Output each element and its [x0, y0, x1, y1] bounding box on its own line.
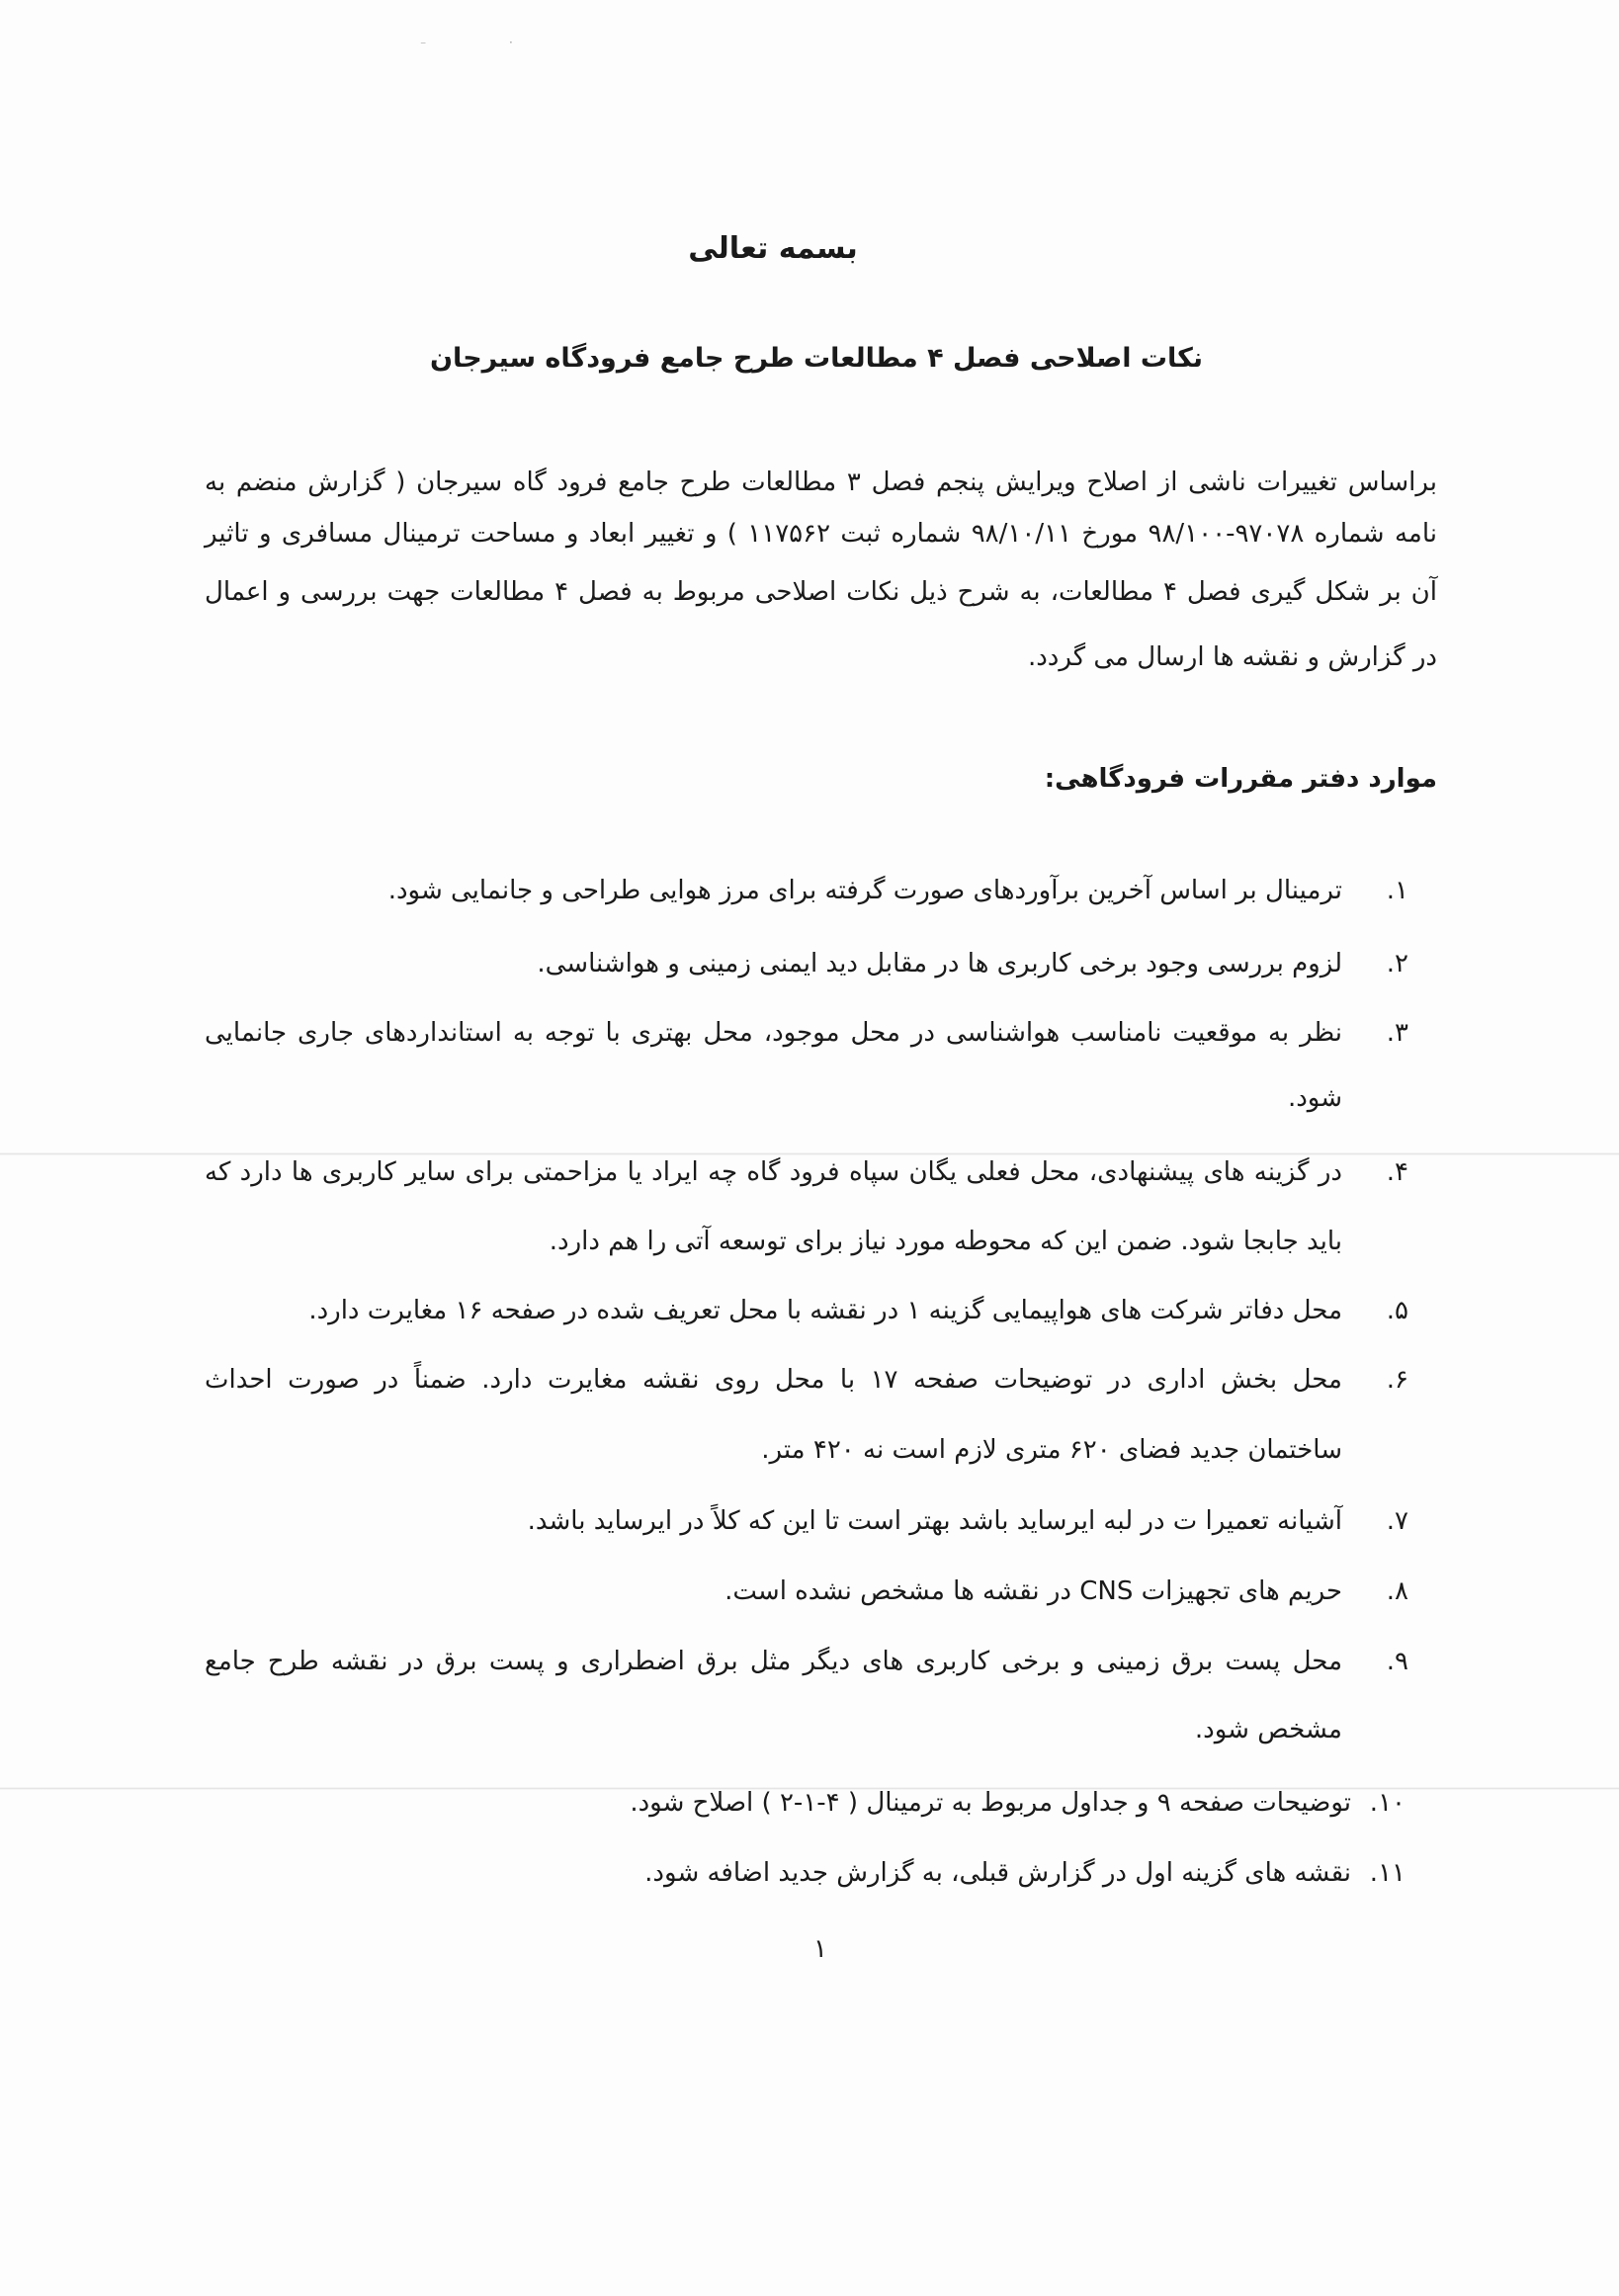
list-item-number: ۲. [1386, 949, 1408, 978]
list-item-text: مشخص شود. [1194, 1715, 1342, 1744]
intro-line: نامه شماره ۹۷۰۷۸-۹۸/۱۰۰ مورخ ۹۸/۱۰/۱۱ شماره ثبت ۱۱۷۵۶۲ ) و تغییر ابعاد و مساحت ترمینال مسافری و تاثیر [205, 519, 1437, 549]
scan-speck: ⁻ [420, 38, 427, 51]
list-item-number: ۱۱. [1369, 1858, 1406, 1888]
list-item-text: توضیحات صفحه ۹ و جداول مربوط به ترمینال ( ۴-۱-۲ ) اصلاح شود. [630, 1788, 1351, 1818]
intro-line: در گزارش و نقشه ها ارسال می گردد. [1027, 642, 1437, 672]
list-item-text: باید جابجا شود. ضمن این که محوطه مورد نیاز برای توسعه آتی را هم دارد. [549, 1227, 1342, 1256]
list-item-text: محل دفاتر شرکت های هواپیمایی گزینه ۱ در نقشه با محل تعریف شده در صفحه ۱۶ مغایرت دارد. [308, 1296, 1342, 1325]
scan-speck: · [509, 36, 513, 49]
list-item-text: محل پست برق زمینی و برخی کاربری های دیگر مثل برق اضطراری و پست برق در نقشه طرح جامع [205, 1647, 1342, 1676]
list-item-text: آشیانه تعمیرا ت در لبه ایرساید باشد بهتر است تا این که کلاً در ایرساید باشد. [527, 1506, 1342, 1536]
list-item-number: ۷. [1386, 1506, 1408, 1536]
list-item-text: در گزینه های پیشنهادی، محل فعلی یگان سپاه فرود گاه چه ایراد یا مزاحمتی برای سایر کاربری ها دارد که [205, 1157, 1342, 1187]
list-item-number: ۵. [1386, 1296, 1408, 1325]
list-item-text: نقشه های گزینه اول در گزارش قبلی، به گزارش جدید اضافه شود. [644, 1858, 1351, 1888]
page-number: ۱ [813, 1934, 827, 1964]
invocation-heading: بسمه تعالی [688, 231, 858, 266]
list-item-text: شود. [1287, 1083, 1342, 1113]
list-item-text: محل بخش اداری در توضیحات صفحه ۱۷ با محل روی نقشه مغایرت دارد. ضمناً در صورت احداث [205, 1365, 1342, 1395]
intro-line: آن بر شکل گیری فصل ۴ مطالعات، به شرح ذیل نکات اصلاحی مربوط به فصل ۴ مطالعات جهت بررسی و اعمال [205, 577, 1437, 607]
list-item-number: ۱. [1386, 876, 1408, 905]
list-item-text: لزوم بررسی وجود برخی کاربری ها در مقابل دید ایمنی زمینی و هواشناسی. [537, 949, 1342, 978]
document-title: نکات اصلاحی فصل ۴ مطالعات طرح جامع فرودگاه سیرجان [430, 343, 1203, 374]
list-item-text: حریم های تجهیزات CNS در نقشه ها مشخص نشده است. [724, 1576, 1342, 1606]
section-heading: موارد دفتر مقررات فرودگاهی: [1044, 764, 1437, 794]
list-item-number: ۹. [1386, 1647, 1408, 1676]
list-item-number: ۴. [1386, 1157, 1408, 1187]
list-item-text: نظر به موقعیت نامناسب هواشناسی در محل موجود، محل بهتری با توجه به استانداردهای جاری جانمایی [205, 1018, 1342, 1048]
list-item-number: ۱۰. [1369, 1788, 1406, 1818]
list-item-text: ساختمان جدید فضای ۶۲۰ متری لازم است نه ۴۲۰ متر. [761, 1435, 1342, 1465]
list-item-number: ۸. [1386, 1576, 1408, 1606]
list-item-number: ۳. [1386, 1018, 1408, 1048]
intro-line: براساس تغییرات ناشی از اصلاح ویرایش پنجم فصل ۳ مطالعات طرح جامع فرود گاه سیرجان ( گزارش منضم به [205, 468, 1437, 497]
list-item-text: ترمینال بر اساس آخرین برآوردهای صورت گرفته برای مرز هوایی طراحی و جانمایی شود. [387, 876, 1342, 905]
list-item-number: ۶. [1386, 1365, 1408, 1395]
